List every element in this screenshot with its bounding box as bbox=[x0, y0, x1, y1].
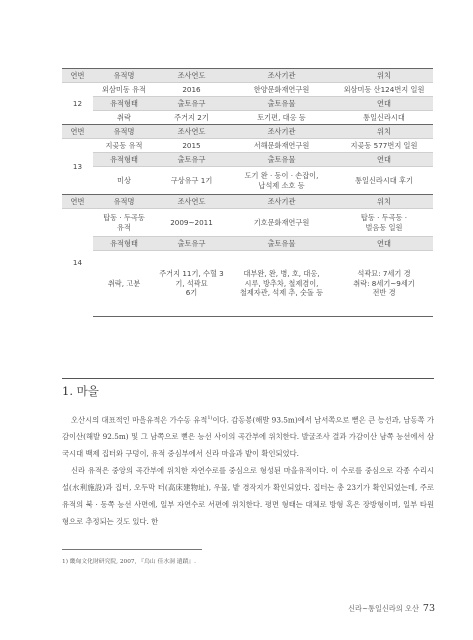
cell bbox=[155, 251, 228, 317]
col-header: 유적형태 bbox=[93, 153, 155, 167]
section-title: 1. 마을 bbox=[62, 378, 434, 399]
cell-line: 시루, 방추차, 철제겸이, bbox=[244, 278, 319, 288]
col-header: 조사연도 bbox=[155, 125, 228, 139]
footnote-ref: 1) bbox=[207, 415, 213, 421]
col-header: 연대 bbox=[335, 237, 433, 251]
cell-line: 철제자관, 석제 추, 숫돌 등 bbox=[239, 288, 324, 298]
cell: 구상유구 1기 bbox=[155, 167, 228, 195]
cell: 외삼미동 유적 bbox=[93, 83, 155, 97]
table-header-row bbox=[62, 195, 433, 209]
cell: 2015 bbox=[155, 139, 228, 153]
col-header: 출토유물 bbox=[228, 237, 335, 251]
cell: 통일신라시대 후기 bbox=[335, 167, 433, 195]
cell-line: 주거지 11기, 수혈 3기, 석곽묘 bbox=[159, 268, 224, 288]
row-number: 14 bbox=[62, 209, 93, 317]
cell-line: 취락: 8세기~9세기 bbox=[353, 278, 415, 288]
paragraph-text: 이다. 갑동봉(해발 93.5m)에서 남서쪽으로 뻗은 큰 능선과, 남동쪽 가감이산(해발 92.5m) 및 그 남쪽으로 뻗은 능선 사이의 곡간부에 위치한다. 발굴조사 결과 가감이산 남쪽 능선에서 삼국시대 백제 집터와 구덩이, 유적 중심부에서 신라 마을과 밭이 확인되었다. bbox=[62, 415, 434, 459]
cell-line: 도기 완 · 동이 · 손잡이, bbox=[244, 170, 319, 180]
cell: 지곶동 577번지 일원 bbox=[335, 139, 433, 153]
cell-line: 대부완, 완, 병, 호, 대옹, bbox=[243, 268, 320, 278]
cell: 한양문화재연구원 bbox=[228, 83, 335, 97]
cell: 미상 bbox=[93, 167, 155, 195]
table-row bbox=[62, 251, 433, 317]
table-header-row bbox=[62, 69, 433, 83]
col-header: 위치 bbox=[335, 195, 433, 209]
site-table bbox=[62, 68, 433, 317]
cell: 지곶동 유적 bbox=[93, 139, 155, 153]
col-header: 출토유물 bbox=[228, 97, 335, 111]
col-header: 조사연도 bbox=[155, 195, 228, 209]
cell: 2009~2011 bbox=[155, 209, 228, 237]
paragraph bbox=[62, 410, 434, 463]
table-row bbox=[62, 167, 433, 195]
cell: 외삼미동 산124번지 일원 bbox=[335, 83, 433, 97]
cell: 기호문화재연구원 bbox=[228, 209, 335, 237]
table-subheader-row bbox=[62, 153, 433, 167]
footnote: 1) 畿甸文化財研究院, 2007, 『烏山 佳水洞 遺蹟』. bbox=[62, 559, 196, 565]
col-header: 연번 bbox=[62, 195, 93, 209]
table-row bbox=[62, 209, 433, 237]
cell: 취락 bbox=[93, 111, 155, 125]
cell-line: 6기 bbox=[185, 288, 198, 298]
col-header: 연번 bbox=[62, 125, 93, 139]
table-subheader-row bbox=[62, 97, 433, 111]
col-header: 연번 bbox=[62, 69, 93, 83]
col-header: 조사연도 bbox=[155, 69, 228, 83]
table-header-row bbox=[62, 125, 433, 139]
cell bbox=[228, 167, 335, 195]
page-number: 73 bbox=[422, 603, 435, 614]
cell-line: 벌음동 일원 bbox=[365, 222, 403, 232]
cell bbox=[335, 209, 433, 237]
page-footer bbox=[348, 603, 435, 614]
col-header: 연대 bbox=[335, 153, 433, 167]
footnote-divider bbox=[62, 549, 202, 550]
col-header: 조사기관 bbox=[228, 69, 335, 83]
table-subheader-row bbox=[62, 237, 433, 251]
cell-line: 석곽묘: 7세기 경 bbox=[357, 268, 411, 278]
table-row bbox=[62, 111, 433, 125]
paragraph: 신라 유적은 중앙의 곡간부에 위치한 자연수로를 중심으로 형성된 마을유적이다. 이 수로를 중심으로 각종 수리시설(水利施設)과 집터, 오두막 터(高床建物址), 우물, 밭 경작지가 확인되었다. 집터는 총 23기가 확인되었는데, 주로 유적의 북 · 동쪽 능선 사면에, 일부 자연수로 서편에 위치한다. 평면 형태는 대체로 방형 혹은 장방형이며, 일부 타원형으로 추정되는 것도 있다. 한 bbox=[62, 466, 434, 526]
cell: 주거지 2기 bbox=[155, 111, 228, 125]
col-header: 유적명 bbox=[93, 125, 155, 139]
col-header: 위치 bbox=[335, 69, 433, 83]
col-header: 조사기관 bbox=[228, 195, 335, 209]
col-header: 유적형태 bbox=[93, 237, 155, 251]
running-footer: 신라~통일신라의 오산 bbox=[348, 604, 419, 613]
col-header: 위치 bbox=[335, 125, 433, 139]
cell bbox=[93, 209, 155, 237]
col-header: 유적명 bbox=[93, 69, 155, 83]
cell bbox=[228, 251, 335, 317]
cell: 2016 bbox=[155, 83, 228, 97]
cell: 취락, 고분 bbox=[93, 251, 155, 317]
row-number: 13 bbox=[62, 139, 93, 195]
cell: 서해문화재연구원 bbox=[228, 139, 335, 153]
col-header: 유적형태 bbox=[93, 97, 155, 111]
paragraph-text: 오산시의 대표적인 마을유적은 가수동 유적 bbox=[71, 415, 208, 425]
col-header: 유적명 bbox=[93, 195, 155, 209]
cell: 토기편, 대옹 등 bbox=[228, 111, 335, 125]
col-header: 연대 bbox=[335, 97, 433, 111]
body-text bbox=[62, 410, 434, 531]
col-header: 출토유구 bbox=[155, 237, 228, 251]
col-header: 출토유구 bbox=[155, 153, 228, 167]
col-header: 출토유물 bbox=[228, 153, 335, 167]
table-row bbox=[62, 83, 433, 97]
table-row bbox=[62, 139, 433, 153]
col-header: 출토유구 bbox=[155, 97, 228, 111]
cell bbox=[335, 251, 433, 317]
cell-line: 유적 bbox=[117, 222, 131, 232]
cell-line: 탑동 · 두곡동 · bbox=[360, 212, 408, 222]
cell: 통일신라시대 bbox=[335, 111, 433, 125]
cell-line: 전반 경 bbox=[372, 288, 396, 298]
col-header: 조사기관 bbox=[228, 125, 335, 139]
row-number: 12 bbox=[62, 83, 93, 125]
cell-line: 탑동 · 두곡동 bbox=[103, 212, 145, 222]
cell-line: 납석제 소호 등 bbox=[258, 180, 305, 190]
